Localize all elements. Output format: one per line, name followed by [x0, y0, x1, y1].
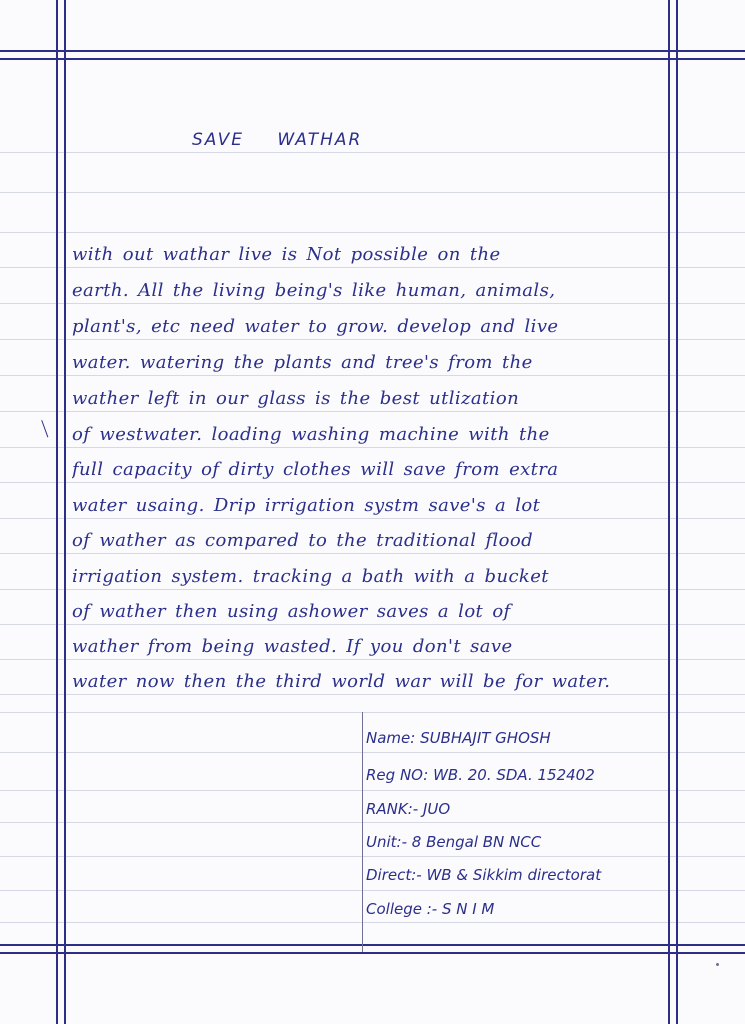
body-line: wather from being wasted. If you don't save	[72, 636, 513, 657]
reg-no-field: Reg NO: WB. 20. SDA. 152402	[366, 766, 595, 784]
body-line: wather left in our glass is the best utlization	[72, 388, 520, 409]
body-line: earth. All the living being's like human, animals,	[72, 280, 556, 301]
bottom-margin-line	[0, 952, 745, 954]
body-line: plant's, etc need water to grow. develop and live	[72, 316, 559, 337]
ruled-line	[0, 232, 745, 233]
directorate-field: Direct:- WB & Sikkim directorat	[366, 866, 602, 884]
right-margin-line	[668, 0, 670, 1024]
body-line: full capacity of dirty clothes will save from extra	[72, 459, 559, 480]
body-line: water. watering the plants and tree's from the	[72, 352, 533, 373]
left-margin-line	[56, 0, 58, 1024]
body-line: water now then the third world war will be for water.	[72, 671, 611, 692]
page-title: SAVE WATHAR	[192, 130, 363, 150]
top-margin-line	[0, 50, 745, 52]
body-line: irrigation system. tracking a bath with a bucket	[72, 566, 549, 587]
right-margin-line	[676, 0, 678, 1024]
body-line: of wather as compared to the traditional flood	[72, 530, 534, 551]
top-margin-line	[0, 58, 745, 60]
unit-field: Unit:- 8 Bengal BN NCC	[366, 833, 542, 851]
body-line: of westwater. loading washing machine with the	[72, 424, 550, 445]
left-margin-line	[64, 0, 66, 1024]
body-line: with out wathar live is Not possible on the	[72, 244, 501, 265]
body-line: of wather then using ashower saves a lot of	[72, 601, 511, 622]
ink-dot	[716, 963, 719, 966]
college-field: College :- S N I M	[366, 900, 495, 918]
name-field: Name: SUBHAJIT GHOSH	[366, 729, 551, 747]
rank-field: RANK:- JUO	[366, 800, 451, 818]
body-line: water usaing. Drip irrigation systm save's a lot	[72, 495, 541, 516]
ruled-line	[0, 192, 745, 193]
